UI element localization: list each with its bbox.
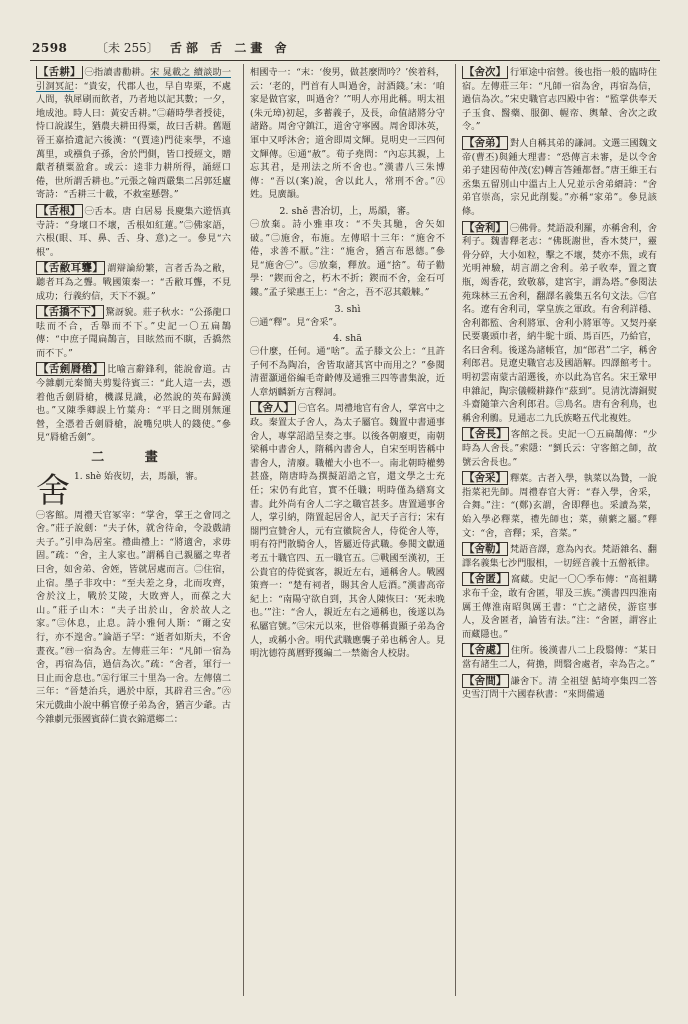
section-title: 二 畫 [91, 450, 176, 466]
entry-headword: 【舍處】 [464, 644, 507, 657]
entry: 【舌敝耳聾】 謂辯論紛繁，言者舌為之敝，聽者耳為之聾。戰國策秦一：“舌敝耳聾，不見成功；行義約信，天下不親。” [36, 262, 231, 302]
definition-text: ㊀什麼，任何。通“啥”。孟子滕文公上：“且許子何不為陶冶，舍皆取諸其宮中而用之？”參閱清翟灝通俗編毛奇齡傳及通雅三四等書集說，近人章炳麟新方言釋詞。 [250, 346, 445, 398]
entry: 【舍利】 ㊀佛骨。梵語設利羅，亦稱舍利，舍利子。魏書釋老志：“佛既謝世，香木焚尸，靈骨分碎，大小如粒，擊之不壞，焚亦不焦，或有光明神驗，胡言謂之舍利。弟子收奉，置之寶瓶，竭香花，致敬慕，建宮宇，謂為塔。”參閱法苑珠林三五舍利，翻譯名義集五名句文法。㊁官名。遼有舍利司，掌皇族之軍政。有舍利詳穩、舍利都監、舍利將軍、舍利小將軍等。又契丹豪民要裹頭巾者，納牛駝十頭、馬百匹，乃給官，名曰舍利。後遂為諸帳官，加“郎君”二字，稱舍利郎君。見遼史職官志及國語解。四譯館考十。明初雲南蒙古詔選後，亦以此為官名。宋王鞏甲申雜記，陶宗儀輟耕錄作“茲到”。見清沈濤銅熨斗齋隨筆六舍利郎君。㊂鳥名。唐有舍利鳥，也稱舍利鶻。見通志二九氏族略五代北複姓。 [462, 221, 657, 424]
column-divider [243, 64, 244, 996]
definition-text: 相國寺一：“末：‘俊男，做甚麼問吟？’俟着科，云：‘老的，門首有人叫過舍，討酒錢。’末：‘咱家是做官家，叫過舍？’”明人亦用此稱。明太祖(朱元璋)初起，多蓄義子，及長，命值諸將分守諸路。周舍守鎮江，道舍守寧國。周舍即沐英，軍中又呼沐舍；道舍即周文輝。見明史一三四何文輝傳。㊆通“赦”。荀子堯問：“內忘其親，上忘其君，是刑法之所不舍也。”漢書八三朱博傳：“吾以(案)說，舍以此人，常刑不舍。”㊇姓。見廣韻。 [250, 67, 445, 201]
radical-index: 〔未 255〕 [96, 41, 159, 55]
definition-text: ㊀放棄。詩小雅車攻：“不失其馳，舍矢如破。”㊁施舍，布施。左傳昭十三年：“施舍不倦，求善不厭。”注：“施舍，猶言布恩德。”參見“施舍㊀”。㊂放棄，釋放。通“捨”。荀子勸學：“鍥而舍之，朽木不折；鍥而不舍，金石可鏤。”孟子梁惠王上：“舍之，吾不忍其觳觫。” [250, 218, 445, 298]
entry: 【舍處】 住所。後漢書八二上段翳傳：“某日當有諸生二人，荷擔，問翳舍處者，幸為告之。” [462, 644, 657, 670]
entry: 【舍次】 行軍途中宿營。後也指一般的臨時住宿。左傳莊三年：“凡師一宿為舍，再宿為信，過信為次。”宋史職官志四殿中省：“監掌供奉天子玉食、醫藥、服御、幄帟、輿輦、舍次之政令。” [462, 66, 657, 133]
definition-text: ㊀通“釋”。見“舍采”。 [250, 316, 343, 328]
definition-text: ㊀客館。周禮天官冢宰：“掌舍，掌王之會同之舍。”莊子說劍：“夫子休，就舍待命，令設戲請夫子。”引申為居室。禮曲禮上：“將適舍，求毋固。”疏：“舍，主人家也。”謂稱自己親屬之卑者曰舍，如舍弟、舍姪，皆就居處而言。㊁住宿，止宿。墨子非攻中：“至夫差之身，北而攻齊，舍於汶上，戰於艾陵，大敗齊人，而葆之大山。”莊子山木：“夫子出於山，舍於故人之家。”㊂休息，止息。詩小雅何人斯：“爾之安行，亦不遑舍。”論語子罕：“逝者如斯夫，不舍晝夜。”㊃一宿為舍。左傳莊三年：“凡師一宿為舍，再宿為信，過信為次。”疏：“舍者，軍行一日止而舍息也。”㊄行軍三十里為一舍。左傳僖二三年：“晉楚治兵，遇於中原，其辟君三舍。”㊅宋元戲曲小說中稱官僚子弟為舍，猶言少爺。古今雜劇元張國賓薛仁貴衣錦還鄉二： [36, 509, 231, 725]
entry: 【舌撟不下】 驚訝貌。莊子秋水：“公孫龍口呿而不合，舌舉而不下。”史記一〇五扁鵲傳：“中庶子聞扁鵲言，目眩然而不瞚，舌撟然而不下。” [36, 306, 231, 359]
header-rule [30, 60, 660, 61]
page-number: 2598 [32, 41, 68, 55]
header-words: 舌部 舌 二畫 舍 [170, 41, 291, 55]
column-2 [250, 66, 445, 996]
entry-headword: 【舌根】 [38, 204, 81, 217]
entry: 【舌耕】 ㊀指讀書勸耕。宋 晁載之 續談助一引洞冥記：“貴安，代郡人也，早自卑栗，不處人間，執犀刷而飲者，乃者地以記其數；一夕，地成池。時人曰：黃安舌耕。”㊁藉時學者授徒，恃口說謀生，猶農夫耕田得粟，故曰舌耕。舊題晉王嘉拾遺記六後漢：“(賈逵)門徒來學，不遠萬里，或襁負子孫，舍於門側，皆口授經文，贈獻者積粟盈倉。或云：逵非力耕所得，誦經口倦，世所謂舌耕也。”元張之翰西嚴集二呂郭廷廬寄詩：“舌耕三十載，不救室懸磬。” [36, 66, 231, 201]
entry: 【舍匿】 窩藏。史記一〇〇季布傳：“高祖購求布千金，敢有舍匿，罪及三族。”漢書四四淮南厲王傳淮南昭與厲王書：“亡之諸侯，游宦事人，及舍匿者，論皆有法。”注：“舍匿，謂容止而藏隱也。” [462, 573, 657, 640]
entry-headword: 【舍間】 [464, 674, 507, 687]
column-3 [462, 66, 657, 996]
column-divider [455, 64, 456, 996]
entry-headword: 【舍勒】 [464, 543, 506, 556]
entry-headword: 【舍采】 [464, 472, 506, 485]
entry-headword: 【舌耕】 [38, 66, 81, 78]
pronunciation: 3. shì [334, 303, 361, 315]
entry-headword: 【舍長】 [464, 428, 507, 441]
entry-headword: 【舍利】 [464, 221, 506, 234]
entry: 【舌劍脣槍】 比喻言辭鋒利，能說會道。古今雜劇元秦簡夫剪髮待賓三：“此人這一去，憑着他舌劍脣槍，機謀見識，必然說的英布歸漢也。”又陳季卿誤上竹葉舟：“平日之間別無運營，全憑着舌劍脣槍，說嘴兒哄人的錢使。”參見“脣槍舌劍”。 [36, 363, 231, 444]
entry-headword: 【舍弟】 [464, 136, 506, 149]
page-header [30, 38, 660, 58]
entry: 【舍長】 客館之長。史記一〇五扁鵲傳：“少時為人舍長。”索隱：“劉氏云：守客館之師，故號云舍長也。” [462, 428, 657, 468]
entry-headword: 【舍匿】 [464, 573, 507, 586]
column-1 [36, 66, 231, 996]
entry: 【舍勒】 梵語音譯，意為內衣。梵語雜名、翻譯名義集七沙門服相，一切經音義十五僧祇律。 [462, 543, 657, 569]
entry-headword: 【舌劍脣槍】 [38, 363, 104, 376]
entry: 【舍采】 釋菜。古者入學，執菜以為贄，一說指菜祀先師。周禮春官大胥：“春入學，舍采，合舞。”注：“(鄭)玄謂，舍即釋也。采讀為菜，始入學必釋菜，禮先師也；菜，蘋蘩之屬。”釋文：“舍，音釋；采，音菜。” [462, 472, 657, 539]
main-character-block [36, 471, 231, 509]
entry: 【舍人】 ㊀官名。周禮地官有舍人，掌宮中之政。秦置太子舍人，為太子屬官。魏置中書通事舍人，專掌詔誥呈奏之事。以後各朝廢更，南朝梁稱中書舍人，隋稱內書舍人，自宋至明皆稱中書舍人，清廢。職權大小也不一。南北朝時權勢甚盛，隋唐時為撰擬詔誥之官，還文學之士充任；宋仍有此官，實不任職；明時僅為繕寫文書。此外尚有舍人二字之職官甚多。唐置通事舍人，掌引納，隋置起居舍人，記天子言行；宋有閤門宣贊舍人，元有宣徽院舍人，侍從舍人等，明有符門散騎舍人，皆屬近侍武職。參閱文獻通考五十職官四、五一職官五。㊁戰國至漢初，王公貴官的侍從賓客，親近左右，通稱舍人。戰國策齊一：“楚有祠者，賜其舍人卮酒。”漢書高帝紀上：“南陽守欲自剄，其舍人陳恢曰：‘死未晚也。’”注：“舍人，親近左右之通稱也，後遂以為私屬官號。”㊂宋元以來，世俗尊稱貴顯子弟為舍人，或稱小舍。明代武職應襲子弟也稱舍人。見明沈德符萬曆野獲編二一禁衛舍人校尉。 [250, 402, 445, 660]
main-character: 舍 [36, 470, 70, 511]
entry: 【舍間】 謙舍下。清 全祖望 鮚埼亭集四二答史雪汀問十六國春秋書：“來問備通 [462, 674, 657, 701]
entry-headword: 【舌敝耳聾】 [38, 262, 104, 275]
pronunciation: 2. shě 書冶切，上，馬韻，審。 [279, 205, 416, 217]
pronunciation: 1. shè 始夜切，去，馬韻，審。 [74, 471, 204, 482]
entry: 【舍弟】 對人自稱其弟的謙詞。文選三國魏文帝(曹丕)與鍾大理書：“恐傳言未審，是以令舍弟子建因荀仲茂(宏)轉言答鍾都督。”唐王維王右丞集五留別山中溫古上人兄並示舍弟縉詩：“舍弟官崇高，宗兄此削髮。”亦稱“家弟”。參見該條。 [462, 136, 657, 217]
entry: 【舌根】 ㊀舌本。唐 白居易 長慶集六遊悟真寺詩：“身壞口不壞，舌根如紅蓮。”㊁佛家語，六根(眼、耳、鼻、舌、身、意)之一。參見“六根”。 [36, 204, 231, 258]
entry-headword: 【舍次】 [464, 66, 506, 78]
entry-headword: 【舍人】 [252, 402, 294, 415]
pronunciation: 4. shā [333, 333, 362, 345]
entry-headword: 【舌撟不下】 [38, 306, 102, 319]
